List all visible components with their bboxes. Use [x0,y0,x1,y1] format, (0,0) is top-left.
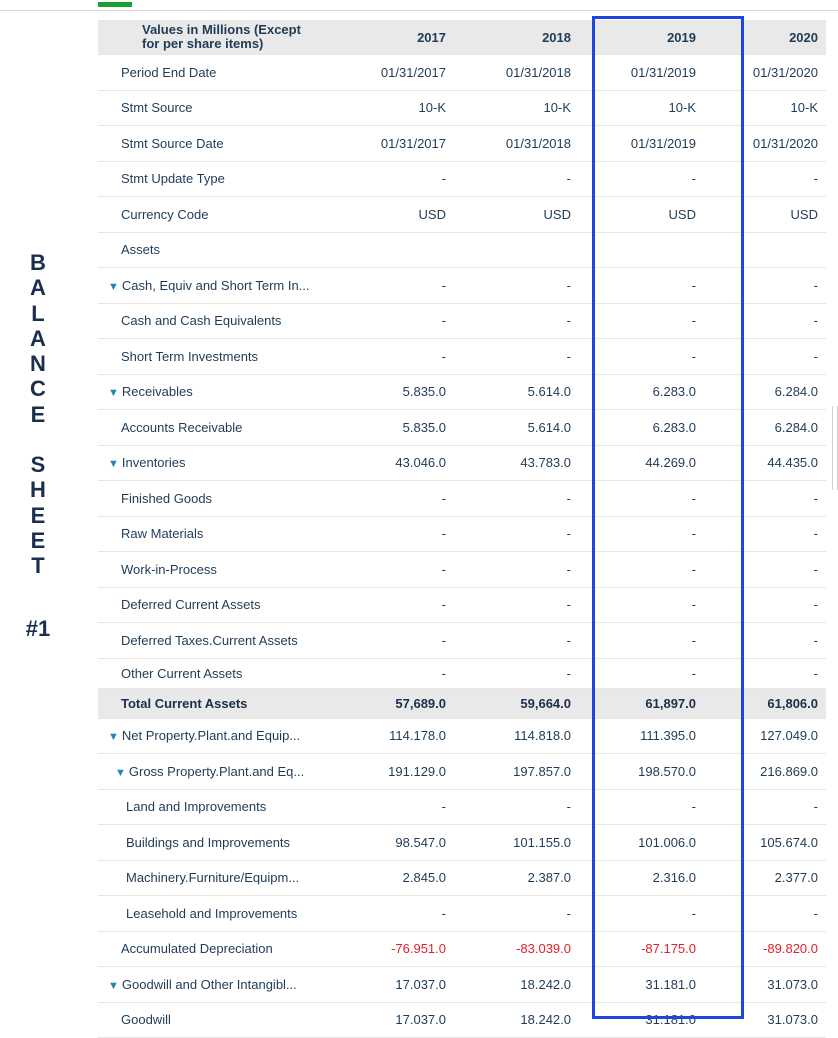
side-letter: H [30,477,46,503]
row-label-text: Receivables [121,384,193,400]
side-letter: A [30,275,46,301]
cell-value: 59,664.0 [454,688,579,718]
triangle-down-icon[interactable]: ▼ [108,387,119,400]
side-letter: T [31,553,45,579]
cell-value: - [579,587,704,623]
cell-value: - [579,481,704,517]
table-row [98,896,826,932]
cell-value: 10-K [704,90,826,126]
cell-value: 31.073.0 [704,967,826,1003]
row-label[interactable] [98,268,346,304]
table-row [98,232,826,268]
row-label[interactable] [98,718,346,754]
cell-value: 43.046.0 [346,445,454,481]
scrollbar[interactable] [832,406,838,490]
top-tab-strip [0,0,838,11]
row-label-text: Stmt Source Date [121,135,224,151]
cell-value: 01/31/2020 [704,126,826,162]
row-label-text: Stmt Update Type [121,171,225,187]
cell-value: 17.037.0 [346,967,454,1003]
side-letter: A [30,325,46,351]
cell-value: 10-K [346,90,454,126]
cell-value: - [579,552,704,588]
row-label-text: Cash, Equiv and Short Term In... [121,277,310,293]
active-tab-indicator[interactable] [98,2,132,7]
cell-value: 61,806.0 [704,688,826,718]
row-label [98,161,346,197]
table-row [98,552,826,588]
cell-value: - [454,658,579,688]
row-label-text: Other Current Assets [121,665,243,681]
cell-value: 01/31/2019 [579,126,704,162]
row-label-text: Assets [121,242,161,258]
triangle-down-icon[interactable]: ▼ [108,979,119,992]
cell-value: 18.242.0 [454,967,579,1003]
cell-value: 197.857.0 [454,754,579,790]
row-label [98,481,346,517]
row-label [98,825,346,861]
table-row [98,967,826,1003]
cell-value: - [704,268,826,304]
row-label [98,232,346,268]
row-label-text: Currency Code [121,206,209,222]
row-label-text: Goodwill [121,1012,171,1028]
year-header[interactable]: 2018 [454,20,579,55]
cell-value: - [454,623,579,659]
cell-value: - [346,161,454,197]
row-label [98,860,346,896]
cell-value: 5.835.0 [346,374,454,410]
cell-value: - [579,658,704,688]
row-label[interactable] [98,374,346,410]
row-label [98,126,346,162]
cell-value: - [704,896,826,932]
cell-value: 01/31/2018 [454,126,579,162]
cell-value: - [454,339,579,375]
cell-value: - [704,481,826,517]
side-letter: C [30,376,46,402]
cell-value: - [704,789,826,825]
row-label-text: Net Property.Plant.and Equip... [121,728,301,744]
cell-value: 44.435.0 [704,445,826,481]
header-row [98,20,826,55]
row-label [98,55,346,91]
cell-value: 01/31/2019 [579,55,704,91]
row-label [98,90,346,126]
cell-value: 2.845.0 [346,860,454,896]
cell-value: - [346,516,454,552]
cell-value: 198.570.0 [579,754,704,790]
row-label-text: Leasehold and Improvements [126,905,298,921]
row-label-text: Goodwill and Other Intangibl... [121,976,297,992]
cell-value [579,232,704,268]
table-row [98,303,826,339]
row-label-text: Land and Improvements [126,799,267,815]
row-label [98,789,346,825]
cell-value: - [579,789,704,825]
triangle-down-icon[interactable]: ▼ [115,766,126,779]
cell-value: - [346,896,454,932]
table-row [98,410,826,446]
cell-value: -87.175.0 [579,931,704,967]
balance-sheet-table [98,20,826,1038]
cell-value: - [704,161,826,197]
cell-value: - [454,303,579,339]
row-label-text: Period End Date [121,64,217,80]
cell-value: 18.242.0 [454,1002,579,1038]
table-row [98,623,826,659]
cell-value: 101.155.0 [454,825,579,861]
table-row [98,825,826,861]
cell-value: - [579,339,704,375]
row-label-text: Accumulated Depreciation [121,941,273,957]
side-letter: N [30,351,46,377]
cell-value: 44.269.0 [579,445,704,481]
cell-value: - [704,658,826,688]
cell-value: - [346,481,454,517]
row-label-text: Deferred Taxes.Current Assets [121,632,298,648]
cell-value: 127.049.0 [704,718,826,754]
cell-value: 10-K [454,90,579,126]
side-letter: E [30,502,46,528]
cell-value: - [346,623,454,659]
cell-value: 17.037.0 [346,1002,454,1038]
table-row [98,931,826,967]
row-label [98,410,346,446]
table-row [98,789,826,825]
cell-value: - [579,268,704,304]
cell-value: - [579,303,704,339]
cell-value: - [579,161,704,197]
row-label-text: Stmt Source [121,100,193,116]
cell-value: 6.283.0 [579,374,704,410]
cell-value: USD [704,197,826,233]
year-header[interactable]: 2019 [579,20,704,55]
cell-value: 105.674.0 [704,825,826,861]
cell-value: - [454,516,579,552]
cell-value: 6.283.0 [579,410,704,446]
cell-value: 5.614.0 [454,374,579,410]
cell-value: 61,897.0 [579,688,704,718]
header-label-line1: Values in Millions (Except [142,22,301,37]
cell-value: - [346,268,454,304]
cell-value [346,232,454,268]
cell-value: 01/31/2017 [346,55,454,91]
table-row [98,339,826,375]
cell-value: - [704,587,826,623]
total-row [98,688,826,718]
cell-value: - [704,303,826,339]
table-row [98,860,826,896]
cell-value: 6.284.0 [704,374,826,410]
side-letter: E [30,401,46,427]
row-label-text: Deferred Current Assets [121,597,261,613]
cell-value: - [346,789,454,825]
row-label [98,623,346,659]
table-row [98,754,826,790]
cell-value: - [454,161,579,197]
table-row [98,718,826,754]
cell-value: -76.951.0 [346,931,454,967]
row-label[interactable] [98,754,346,790]
cell-value [704,232,826,268]
row-label-text: Raw Materials [121,526,204,542]
cell-value: 2.387.0 [454,860,579,896]
cell-value: - [579,516,704,552]
row-label-text: Cash and Cash Equivalents [121,313,282,329]
cell-value: 01/31/2020 [704,55,826,91]
table-row [98,516,826,552]
cell-value: - [454,268,579,304]
triangle-down-icon[interactable]: ▼ [108,731,119,744]
row-label[interactable] [98,967,346,1003]
cell-value: 5.614.0 [454,410,579,446]
header-label-line2: for per share items) [142,36,264,51]
cell-value: 5.835.0 [346,410,454,446]
table-row [98,197,826,233]
table-row [98,481,826,517]
cell-value: 114.818.0 [454,718,579,754]
cell-value: - [454,552,579,588]
row-label [98,658,346,688]
cell-value: 98.547.0 [346,825,454,861]
cell-value: - [346,303,454,339]
row-label [98,552,346,588]
row-label [98,587,346,623]
table-row [98,126,826,162]
side-number: #1 [25,615,51,641]
row-label-text: Buildings and Improvements [126,834,291,850]
side-title [0,250,76,642]
cell-value: 111.395.0 [579,718,704,754]
cell-value: - [346,658,454,688]
row-label [98,516,346,552]
table-row [98,90,826,126]
row-label [98,197,346,233]
row-label [98,1002,346,1038]
cell-value: 31.073.0 [704,1002,826,1038]
triangle-down-icon[interactable]: ▼ [108,280,119,293]
year-header[interactable]: 2017 [346,20,454,55]
cell-value: - [579,623,704,659]
cell-value: 31.181.0 [579,967,704,1003]
cell-value: USD [346,197,454,233]
cell-value: - [346,552,454,588]
year-header[interactable]: 2020 [704,20,826,55]
cell-value: - [704,623,826,659]
row-label-text: Work-in-Process [121,561,217,577]
row-label-text: Total Current Assets [121,695,248,711]
cell-value: - [704,516,826,552]
row-label [98,688,346,718]
cell-value: 01/31/2018 [454,55,579,91]
cell-value: - [346,339,454,375]
cell-value: USD [579,197,704,233]
cell-value: 01/31/2017 [346,126,454,162]
table-row [98,374,826,410]
cell-value: 10-K [579,90,704,126]
cell-value: 31.181.0 [579,1002,704,1038]
cell-value: 191.129.0 [346,754,454,790]
cell-value: - [454,896,579,932]
table-row [98,55,826,91]
row-label-text: Finished Goods [121,490,213,506]
table-row [98,658,826,688]
cell-value: 43.783.0 [454,445,579,481]
cell-value: - [454,789,579,825]
side-letter: B [30,250,46,275]
row-label [98,303,346,339]
table-row [98,161,826,197]
table-row [98,587,826,623]
table-row [98,1002,826,1038]
cell-value: 6.284.0 [704,410,826,446]
row-label[interactable] [98,445,346,481]
cell-value: - [704,339,826,375]
cell-value: - [579,896,704,932]
header-label [98,20,346,55]
row-label-text: Machinery.Furniture/Equipm... [126,870,300,886]
side-letter: S [30,452,46,478]
cell-value: 57,689.0 [346,688,454,718]
row-label [98,931,346,967]
table-row [98,268,826,304]
cell-value: - [704,552,826,588]
row-label [98,896,346,932]
side-letter: E [30,527,46,553]
cell-value: 2.316.0 [579,860,704,896]
cell-value: 2.377.0 [704,860,826,896]
table-row [98,445,826,481]
row-label-text: Gross Property.Plant.and Eq... [128,763,305,779]
cell-value: USD [454,197,579,233]
row-label-text: Short Term Investments [121,348,259,364]
cell-value: - [454,587,579,623]
triangle-down-icon[interactable]: ▼ [108,458,119,471]
cell-value: 114.178.0 [346,718,454,754]
cell-value: 216.869.0 [704,754,826,790]
cell-value: - [346,587,454,623]
row-label [98,339,346,375]
row-label-text: Accounts Receivable [121,419,243,435]
side-letter: L [31,300,45,326]
cell-value: -83.039.0 [454,931,579,967]
cell-value: - [454,481,579,517]
cell-value: -89.820.0 [704,931,826,967]
row-label-text: Inventories [121,455,186,471]
cell-value [454,232,579,268]
cell-value: 101.006.0 [579,825,704,861]
